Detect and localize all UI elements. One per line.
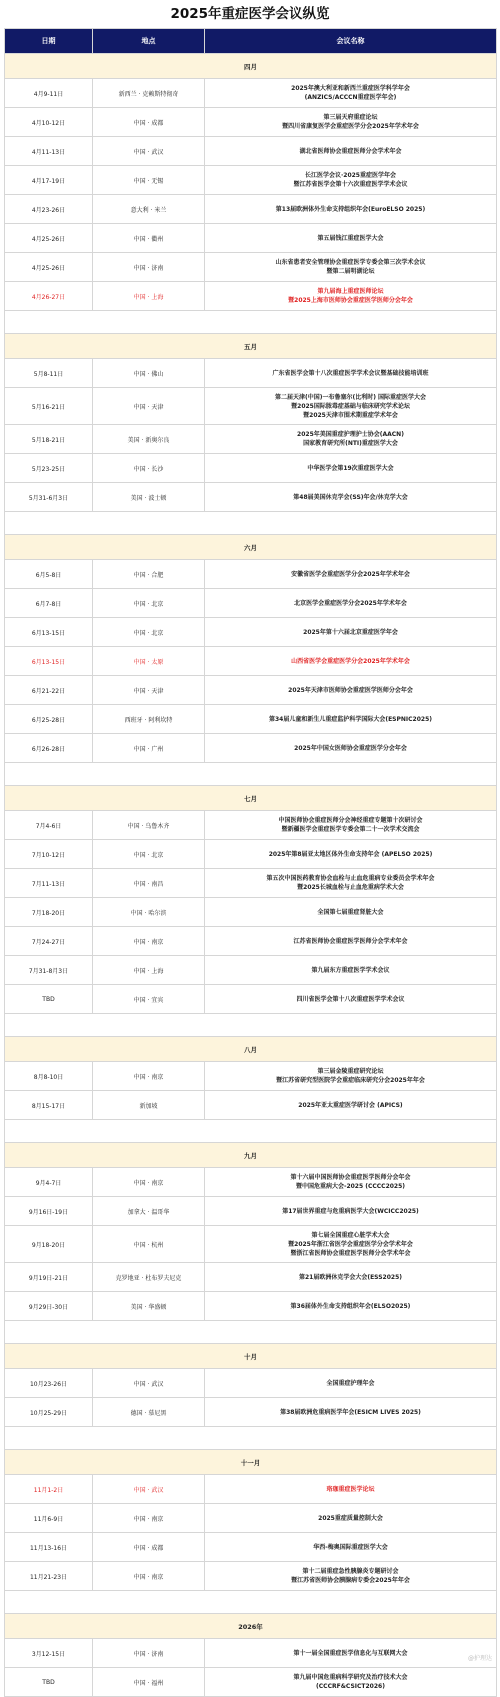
cell-place: 中国 · 佛山 [93,359,205,388]
spacer-row [5,311,497,334]
table-row [5,166,497,195]
table-row [5,79,497,108]
cell-place: 美国 · 新奥尔良 [93,425,205,454]
conference-name-line: 暨中国危重病大会-2025 (CCCC2025) [295,1183,406,1190]
cell-conference-name [205,388,497,425]
conference-name-line: 山西省医学会重症医学分会2025年学术年会 [291,657,410,665]
conference-name-line: 第十二届重症急性胰腺炎专题研讨会 [302,1568,399,1575]
table-row [5,1639,497,1668]
conference-name-line: 山东省患者安全管理协会重症医学专委会第三次学术会议 [275,259,426,266]
cell-date: 7月18-20日 [5,898,93,927]
cell-place: 中国 · 成都 [93,1533,205,1562]
conference-name-line: 第21届欧洲休克学会大会(ESS2025) [298,1273,402,1281]
table-row [5,1226,497,1263]
cell-conference-name [205,560,497,589]
table-row [5,1668,497,1697]
section-title: 四月 [5,54,497,79]
cell-date: 6月21-22日 [5,676,93,705]
cell-date: 11月1-2日 [5,1475,93,1504]
conference-name-line: (CCCRF&CSICT2026) [316,1683,385,1690]
table-row [5,425,497,454]
cell-conference-name [205,253,497,282]
cell-place: 中国 · 南京 [93,1562,205,1591]
cell-conference-name [205,224,497,253]
conference-name-line: 华西-梅奥国际重症医学大会 [313,1543,388,1551]
table-row [5,898,497,927]
cell-conference-name [205,1562,497,1591]
cell-date: TBD [5,1668,93,1697]
conference-name-line: 第二届天津(中国)一布鲁塞尔(比利时) 国际重症医学大会 [274,393,427,401]
section-header-row [5,535,497,560]
conference-name-line: 中华医学会第19次重症医学大会 [307,464,394,472]
conference-name-line: 暨江苏省医学会第十六次重症医学学术会议 [293,181,408,188]
table-row [5,985,497,1014]
cell-place: 中国 · 南京 [93,1504,205,1533]
table-row [5,1062,497,1091]
cell-date: 10月25-29日 [5,1398,93,1427]
section-header-row [5,54,497,79]
section-title: 七月 [5,786,497,811]
conference-name-line: 珞珈重症医学论坛 [326,1485,375,1493]
conference-name-line: 第13届欧洲体外生命支持组织年会(EuroELSO 2025) [275,205,426,213]
table-row [5,108,497,137]
cell-date: 5月31-6月3日 [5,483,93,512]
conference-name-line: 第三届金陵重症研究论坛 [317,1068,384,1075]
spacer-row [5,763,497,786]
cell-place: 中国 · 合肥 [93,560,205,589]
conference-name-line: 广东省医学会第十八次重症医学学术会议暨基础技能培训班 [272,369,429,377]
cell-conference-name [205,1062,497,1091]
cell-date: 9月16日-19日 [5,1197,93,1226]
table-row [5,1533,497,1562]
cell-date: 4月17-19日 [5,166,93,195]
cell-place: 新加坡 [93,1091,205,1120]
conference-name-line: 2025年第8届亚太地区体外生命支持年会 (APELSO 2025) [268,850,433,858]
cell-place: 中国 · 武汉 [93,1475,205,1504]
conference-name-line: 2025重症质量控制大会 [318,1514,383,1522]
cell-place: 中国 · 济南 [93,253,205,282]
conference-name-line: 第九届中国危重病科学研究及治疗技术大会 [293,1674,408,1681]
cell-date: 6月25-28日 [5,705,93,734]
cell-date: 6月13-15日 [5,647,93,676]
cell-place: 中国 · 上海 [93,956,205,985]
cell-conference-name [205,647,497,676]
section-header-row [5,1143,497,1168]
cell-date: 3月12-15日 [5,1639,93,1668]
conference-name-line: 第五届钱江重症医学大会 [317,234,384,242]
conference-name-line: 第十六届中国医师协会重症医学医师分会年会 [290,1174,411,1181]
conference-table [4,28,497,1697]
table-row [5,705,497,734]
cell-place: 中国 · 成都 [93,108,205,137]
cell-date: 9月4-7日 [5,1168,93,1197]
cell-conference-name [205,676,497,705]
section-title: 十一月 [5,1450,497,1475]
cell-date: 6月26-28日 [5,734,93,763]
cell-conference-name [205,454,497,483]
conference-name-line: 北京医学会重症医学分会2025年学术年会 [294,599,407,607]
cell-conference-name [205,108,497,137]
table-row [5,1369,497,1398]
table-row [5,618,497,647]
table-row [5,483,497,512]
spacer-cell [5,311,497,334]
section-title: 九月 [5,1143,497,1168]
watermark: @护理达 [467,1655,492,1662]
cell-date: 4月23-26日 [5,195,93,224]
header-name: 会议名称 [205,29,497,54]
spacer-cell [5,1591,497,1614]
cell-date: 7月31-8月3日 [5,956,93,985]
section-header-row [5,1614,497,1639]
table-row [5,1398,497,1427]
conference-name-line: 第十一届全国重症医学信息化与互联网大会 [293,1649,408,1657]
cell-place: 中国 · 上海 [93,282,205,311]
cell-conference-name [205,811,497,840]
cell-conference-name [205,1168,497,1197]
cell-place: 中国 · 衢州 [93,224,205,253]
section-title: 六月 [5,535,497,560]
cell-date: 9月29日-30日 [5,1292,93,1321]
cell-conference-name [205,1226,497,1263]
cell-conference-name [205,79,497,108]
cell-conference-name [205,483,497,512]
cell-date: 11月6-9日 [5,1504,93,1533]
cell-date: 6月13-15日 [5,618,93,647]
cell-date: 11月13-16日 [5,1533,93,1562]
cell-date: 5月18-21日 [5,425,93,454]
table-row [5,589,497,618]
spacer-cell [5,1321,497,1344]
table-row [5,956,497,985]
cell-place: 中国 · 天津 [93,388,205,425]
cell-date: 9月18-20日 [5,1226,93,1263]
table-row [5,647,497,676]
cell-date: 5月23-25日 [5,454,93,483]
table-row [5,224,497,253]
cell-place: 中国 · 太原 [93,647,205,676]
spacer-cell [5,763,497,786]
section-title: 2026年 [5,1614,497,1639]
cell-place: 美国 · 华盛顿 [93,1292,205,1321]
cell-date: 4月9-11日 [5,79,93,108]
cell-conference-name [205,898,497,927]
cell-conference-name [205,985,497,1014]
cell-conference-name [205,1504,497,1533]
cell-conference-name [205,425,497,454]
conference-name-line: 江苏省医师协会重症医学医师分会学术年会 [293,937,408,945]
cell-date: 4月10-12日 [5,108,93,137]
cell-date: 7月4-6日 [5,811,93,840]
table-row [5,253,497,282]
conference-name-line: 四川省医学会第十八次重症医学学术会议 [296,995,405,1003]
cell-conference-name [205,137,497,166]
conference-name-line: 2025年第十六届北京重症医学年会 [303,628,398,636]
cell-place: 中国 · 无锡 [93,166,205,195]
conference-name-line: 全国第七届重症肾脏大会 [317,908,384,916]
cell-place: 中国 · 哈尔滨 [93,898,205,927]
conference-name-line: 国家教育研究所(NTI)重症医学大会 [303,440,398,447]
conference-name-line: 中国医师协会重症医师分会神经重症专题第十次研讨会 [278,817,423,824]
cell-date: 8月15-17日 [5,1091,93,1120]
conference-name-line: 暨2025国际脓毒症基础与临床研究学术论坛 [291,402,410,410]
section-header-row [5,1344,497,1369]
cell-place: 加拿大 · 温哥华 [93,1197,205,1226]
conference-name-line: 第38届欧洲危重病医学年会(ESICM LIVES 2025) [280,1408,421,1416]
cell-conference-name [205,734,497,763]
conference-name-line: 安徽省医学会重症医学分会2025年学术年会 [291,570,410,578]
cell-conference-name [205,1398,497,1427]
table-row [5,869,497,898]
cell-conference-name [205,1292,497,1321]
table-row [5,195,497,224]
table-row [5,137,497,166]
cell-conference-name [205,195,497,224]
table-row [5,927,497,956]
conference-name-line: 暨2025年浙江省医学会重症医学分会学术年会 [288,1240,413,1248]
spacer-row [5,1014,497,1037]
cell-date: 4月26-27日 [5,282,93,311]
page-title: 2025年重症医学会议纵览 [170,6,330,22]
cell-place: 中国 · 南京 [93,1062,205,1091]
table-row [5,282,497,311]
conference-name-line: 第三届天府重症论坛 [323,114,378,121]
cell-conference-name [205,618,497,647]
cell-conference-name [205,840,497,869]
spacer-row [5,1321,497,1344]
conference-name-line: 暨浙江省医师协会重症医学医师分会学术年会 [290,1249,411,1257]
cell-place: 克罗地亚 · 杜布罗夫尼克 [93,1263,205,1292]
cell-conference-name [205,589,497,618]
cell-conference-name [205,282,497,311]
cell-conference-name [205,1533,497,1562]
conference-name-line: 第48届美国休克学会(SS)年会/休克学大会 [293,493,408,501]
section-header-row [5,1450,497,1475]
cell-place: 中国 · 宜宾 [93,985,205,1014]
conference-name-line: 全国重症护理年会 [326,1379,375,1387]
conference-name-line: 2025年天津市医师协会重症医学医师分会年会 [288,686,413,694]
cell-date: 4月11-13日 [5,137,93,166]
spacer-cell [5,1120,497,1143]
cell-place: 中国 · 济南 [93,1639,205,1668]
cell-place: 中国 · 南京 [93,927,205,956]
cell-place: 中国 · 武汉 [93,1369,205,1398]
table-row [5,1504,497,1533]
table-row [5,560,497,589]
conference-name-line: 湖北省医师协会重症医师分会学术年会 [299,147,402,155]
cell-place: 中国 · 长沙 [93,454,205,483]
cell-place: 中国 · 杭州 [93,1226,205,1263]
cell-date: 7月10-12日 [5,840,93,869]
section-header-row [5,1037,497,1062]
table-row [5,811,497,840]
table-row [5,1292,497,1321]
conference-name-line: 暨第二届明湖论坛 [326,268,375,275]
spacer-row [5,1427,497,1450]
cell-date: 7月11-13日 [5,869,93,898]
table-row [5,1475,497,1504]
cell-conference-name [205,705,497,734]
spacer-cell [5,1427,497,1450]
table-header-row [5,29,497,54]
section-header-row [5,334,497,359]
cell-conference-name [205,1475,497,1504]
table-row [5,1562,497,1591]
header-place: 地点 [93,29,205,54]
cell-place: 中国 · 南昌 [93,869,205,898]
conference-name-line: 暨江苏省医师协会胰腺病专委会2025年年会 [291,1577,410,1584]
cell-conference-name [205,1668,497,1697]
conference-name-line: 暨2025长城血栓与止血危重病学术大会 [297,884,404,891]
cell-conference-name [205,1091,497,1120]
section-title: 八月 [5,1037,497,1062]
conference-name-line: 暨四川省康复医学会重症医学分会2025年学术年会 [282,123,419,130]
cell-date: 6月5-8日 [5,560,93,589]
cell-conference-name [205,1263,497,1292]
table-row [5,734,497,763]
conference-name-line: 第34届儿童和新生儿重症监护科学国际大会(ESPNIC2025) [268,715,432,723]
conference-name-line: 2025年美国重症护理护士协会(AACN) [297,431,404,438]
cell-place: 西班牙 · 阿利坎特 [93,705,205,734]
cell-date: 4月25-26日 [5,224,93,253]
header-date: 日期 [5,29,93,54]
conference-name-line: 长江医学会议·2025重症医学年会 [305,172,396,179]
cell-date: 5月8-11日 [5,359,93,388]
cell-date: TBD [5,985,93,1014]
conference-name-line: 暨江苏省研究型医院学会重症临床研究分会2025年年会 [276,1077,425,1084]
cell-place: 中国 · 北京 [93,618,205,647]
cell-place: 中国 · 福州 [93,1668,205,1697]
conference-name-line: 第五次中国医药教育协会血栓与止血危重病专业委员会学术年会 [266,875,435,882]
cell-conference-name [205,1369,497,1398]
cell-conference-name [205,359,497,388]
table-row [5,676,497,705]
table-row [5,1263,497,1292]
cell-conference-name [205,956,497,985]
cell-place: 中国 · 乌鲁木齐 [93,811,205,840]
spacer-row [5,1120,497,1143]
conference-name-line: 第九届东方重症医学学术会议 [311,966,390,974]
cell-place: 中国 · 南京 [93,1168,205,1197]
table-body [5,54,497,1697]
conference-name-line: 2025年中国女医师协会重症医学分会年会 [294,744,407,752]
conference-name-line: 暨新疆医学会重症医学专委会第二十一次学术交流会 [281,826,420,833]
cell-date: 11月21-23日 [5,1562,93,1591]
table-row [5,454,497,483]
spacer-cell [5,512,497,535]
conference-name-line: 2025年澳大利亚和新西兰重症医学科学年会 [291,85,410,92]
conference-name-line: 暨2025上海市医师协会重症医学医师分会年会 [288,297,413,304]
cell-conference-name [205,869,497,898]
cell-conference-name [205,927,497,956]
conference-name-line: 第七届全国重症心脏学术大会 [311,1231,390,1239]
cell-place: 新西兰 · 克赖斯特彻奇 [93,79,205,108]
conference-name-line: 第九届海上重症医师论坛 [317,288,384,295]
cell-date: 4月25-26日 [5,253,93,282]
conference-name-line: 暨2025天津市围术期重症学术年会 [303,411,398,419]
cell-date: 6月7-8日 [5,589,93,618]
cell-conference-name [205,1639,497,1668]
section-header-row [5,786,497,811]
cell-place: 美国 · 波士顿 [93,483,205,512]
cell-conference-name [205,166,497,195]
cell-date: 10月23-26日 [5,1369,93,1398]
spacer-row [5,1591,497,1614]
cell-place: 中国 · 天津 [93,676,205,705]
cell-place: 中国 · 北京 [93,840,205,869]
cell-place: 德国 · 慕尼黑 [93,1398,205,1427]
cell-conference-name [205,1197,497,1226]
spacer-cell [5,1014,497,1037]
conference-name-line: 第17届世界重症与危重病医学大会(WCICC2025) [282,1207,419,1215]
table-row [5,840,497,869]
conference-name-line: 第36届体外生命支持组织年会(ELSO2025) [290,1302,411,1310]
cell-place: 意大利 · 米兰 [93,195,205,224]
cell-date: 7月24-27日 [5,927,93,956]
table-row [5,359,497,388]
cell-date: 9月19日-21日 [5,1263,93,1292]
cell-place: 中国 · 武汉 [93,137,205,166]
section-title: 十月 [5,1344,497,1369]
cell-place: 中国 · 北京 [93,589,205,618]
cell-place: 中国 · 广州 [93,734,205,763]
table-row [5,1168,497,1197]
cell-date: 8月8-10日 [5,1062,93,1091]
conference-name-line: 2025年亚太重症医学研讨会 (APICS) [298,1101,403,1109]
table-row [5,1197,497,1226]
section-title: 五月 [5,334,497,359]
table-row [5,1091,497,1120]
conference-name-line: (ANZICS/ACCCN重症医学年会) [304,94,397,101]
table-row [5,388,497,425]
spacer-row [5,512,497,535]
cell-date: 5月16-21日 [5,388,93,425]
